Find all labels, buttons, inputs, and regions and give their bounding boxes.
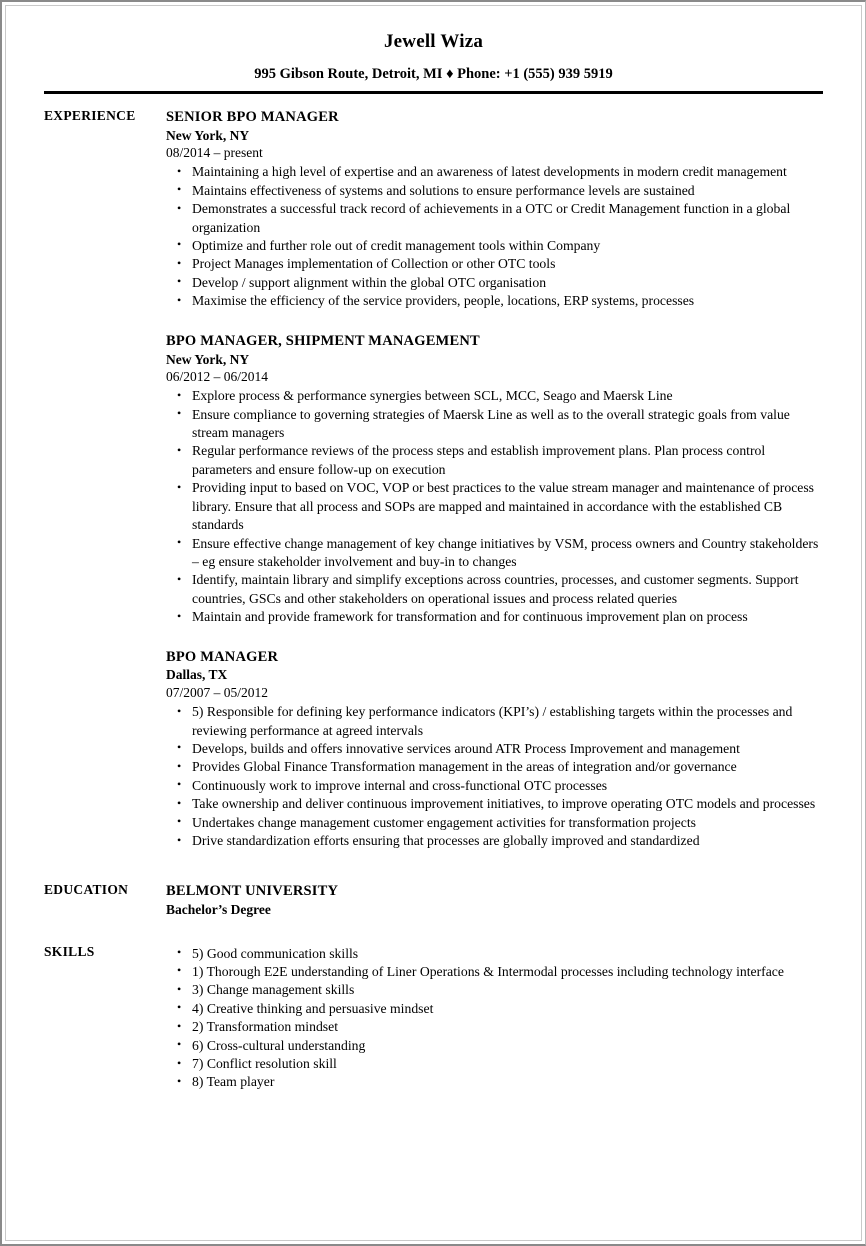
contact-line: 995 Gibson Route, Detroit, MI ♦ Phone: +1 (555) 939 5919 — [254, 65, 613, 82]
job-bullets — [166, 163, 819, 310]
education-school: BELMONT UNIVERSITY — [166, 883, 339, 900]
job-title: SENIOR BPO MANAGER — [166, 108, 339, 125]
list-item: • Develop / support alignment within the global OTC organisation — [166, 274, 819, 292]
education-degree: Bachelor’s Degree — [166, 902, 271, 918]
list-item: • Regular performance reviews of the process steps and establish improvement plans. Plan process control parameters and ensure follow-up on execution — [166, 442, 819, 479]
candidate-name: Jewell Wiza — [383, 31, 484, 52]
education-entries — [166, 882, 833, 919]
job-location: New York, NY — [166, 351, 250, 367]
experience-job — [166, 108, 819, 311]
list-item: • Drive standardization efforts ensuring that processes are globally improved and standardized — [166, 832, 819, 850]
list-item: • Take ownership and deliver continuous improvement initiatives, to improve operating OTC models and processes — [166, 795, 819, 813]
resume-header — [6, 32, 861, 94]
list-item: • 5) Responsible for defining key performance indicators (KPI’s) / establishing targets within the processes and reviewing performance at agreed intervals — [166, 703, 819, 740]
list-item: • Demonstrates a successful track record of achievements in a OTC or Credit Management function in a global organization — [166, 200, 819, 237]
job-location: Dallas, TX — [166, 667, 228, 683]
list-item: • Project Manages implementation of Collection or other OTC tools — [166, 255, 819, 273]
list-item: • Ensure compliance to governing strategies of Maersk Line as well as to the overall strategic goals from value stream managers — [166, 406, 819, 443]
experience-job — [166, 648, 819, 851]
job-title: BPO MANAGER, SHIPMENT MANAGEMENT — [166, 332, 480, 349]
list-item: • Undertakes change management customer engagement activities for transformation projects — [166, 814, 819, 832]
list-item: • Optimize and further role out of credit management tools within Company — [166, 237, 819, 255]
header-divider — [44, 91, 823, 94]
education-entry — [166, 882, 819, 919]
list-item: • 7) Conflict resolution skill — [166, 1055, 819, 1073]
job-location: New York, NY — [166, 127, 250, 143]
list-item: • Continuously work to improve internal and cross-functional OTC processes — [166, 777, 819, 795]
list-item: • Develops, builds and offers innovative services around ATR Process Improvement and management — [166, 740, 819, 758]
list-item: • 1) Thorough E2E understanding of Liner Operations & Intermodal processes including technology interface — [166, 963, 819, 981]
page-border — [5, 5, 862, 1241]
section-experience — [6, 108, 861, 851]
list-item: • Ensure effective change management of key change initiatives by VSM, process owners and Country stakeholders – eg ensure stakeholder involvement and buy-in to changes — [166, 535, 819, 572]
list-item: • 2) Transformation mindset — [166, 1018, 819, 1036]
list-item: • 6) Cross-cultural understanding — [166, 1037, 819, 1055]
section-label-skills: SKILLS — [44, 943, 95, 959]
job-bullets — [166, 703, 819, 850]
experience-job — [166, 332, 819, 627]
list-item: • 3) Change management skills — [166, 981, 819, 999]
resume-content — [6, 6, 861, 1240]
list-item: • 8) Team player — [166, 1073, 819, 1091]
experience-jobs — [166, 108, 833, 851]
skills-list — [166, 945, 819, 1092]
list-item: • 4) Creative thinking and persuasive mindset — [166, 1000, 819, 1018]
list-item: • 5) Good communication skills — [166, 945, 819, 963]
job-bullets — [166, 387, 819, 626]
list-item: • Provides Global Finance Transformation management in the areas of integration and/or governance — [166, 758, 819, 776]
list-item: • Maintain and provide framework for transformation and for continuous improvement plan on process — [166, 608, 819, 626]
list-item: • Identify, maintain library and simplify exceptions across countries, processes, and customer segments. Support countries, GSCs and other stakeholders on operational issues and process related queries — [166, 571, 819, 608]
job-dates: 06/2012 – 06/2014 — [166, 369, 269, 385]
section-label-experience: EXPERIENCE — [44, 107, 136, 123]
list-item: • Providing input to based on VOC, VOP or best practices to the value stream manager and maintenance of process library. Ensure that all process and SOPs are mapped and maintained in accordance with the established CB standards — [166, 479, 819, 534]
job-title: BPO MANAGER — [166, 648, 279, 665]
section-education — [6, 882, 861, 919]
job-dates: 08/2014 – present — [166, 145, 263, 161]
list-item: • Maximise the efficiency of the service providers, people, locations, ERP systems, processes — [166, 292, 819, 310]
job-dates: 07/2007 – 05/2012 — [166, 685, 269, 701]
section-label-education: EDUCATION — [44, 882, 129, 898]
section-skills — [6, 944, 861, 1092]
list-item: • Explore process & performance synergies between SCL, MCC, Seago and Maersk Line — [166, 387, 819, 405]
list-item: • Maintains effectiveness of systems and solutions to ensure performance levels are sustained — [166, 182, 819, 200]
list-item: • Maintaining a high level of expertise and an awareness of latest developments in modern credit management — [166, 163, 819, 181]
skills-body — [166, 944, 833, 1092]
